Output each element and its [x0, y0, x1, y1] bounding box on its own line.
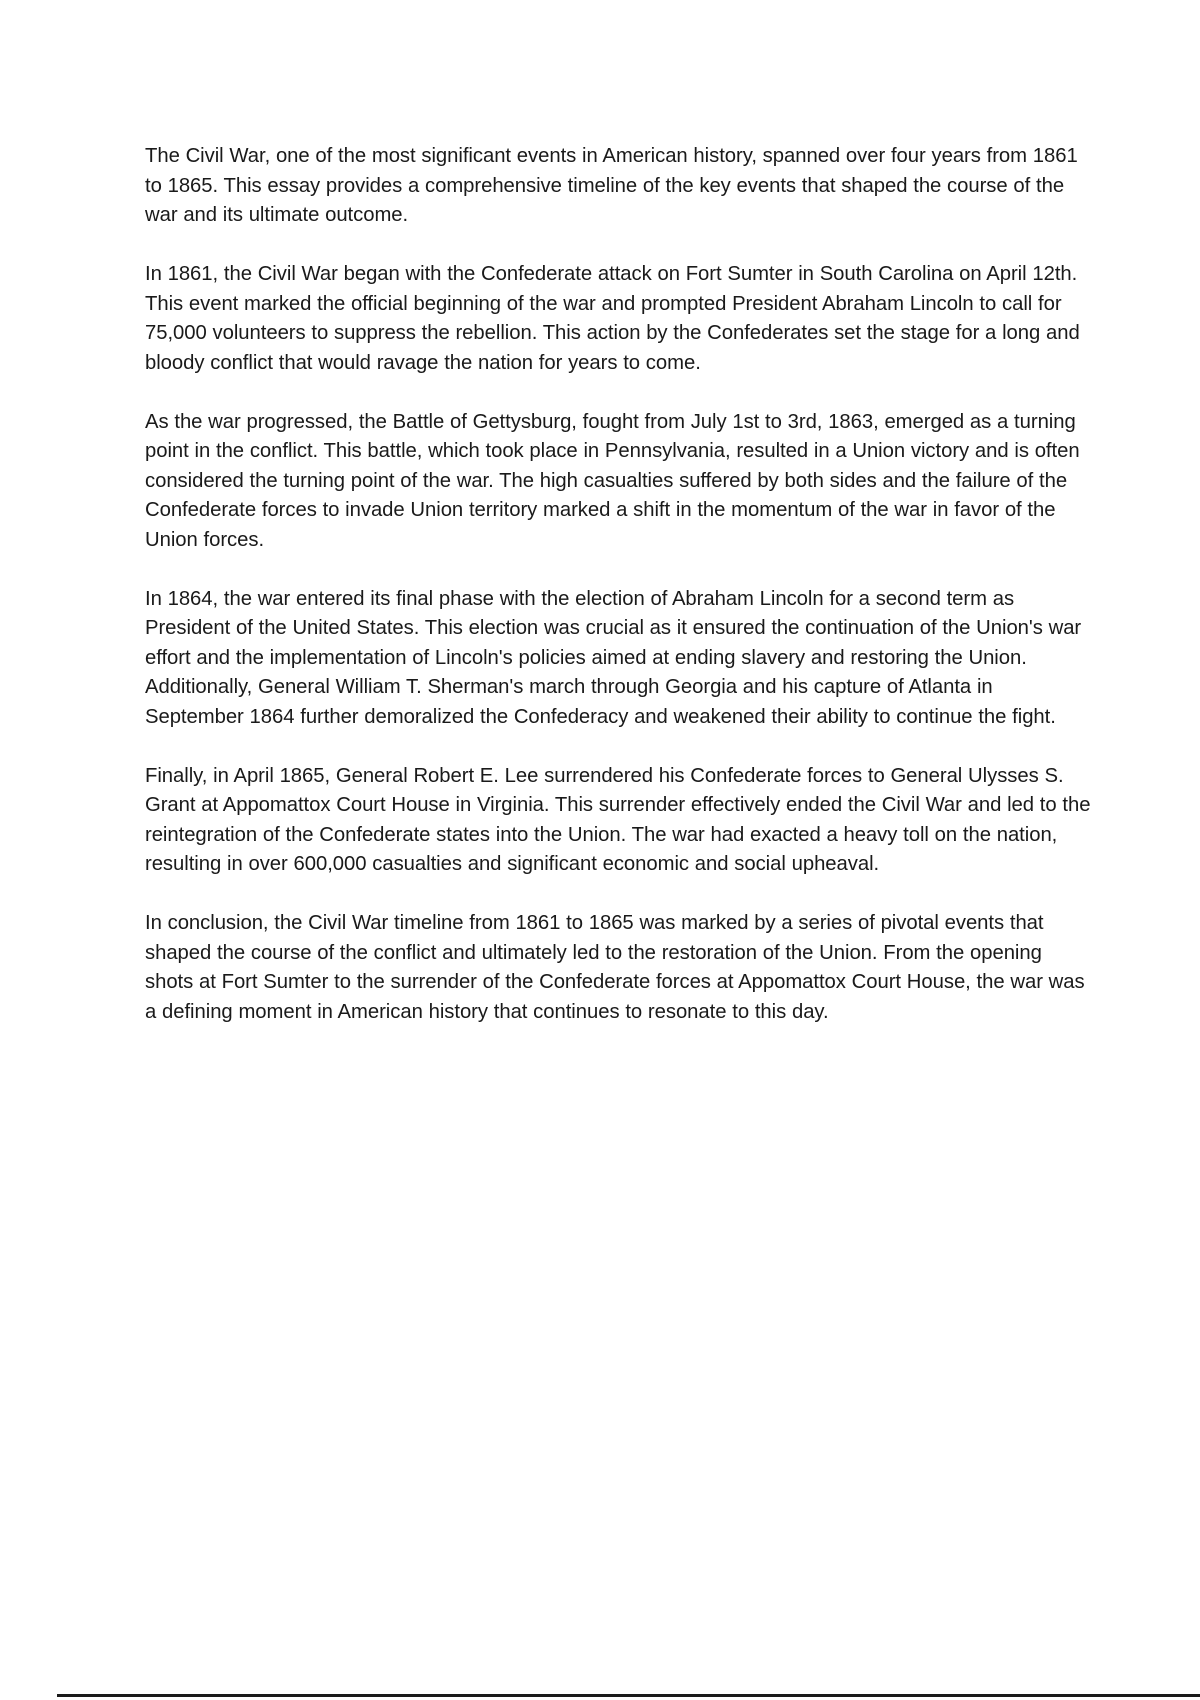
paragraph-1864: In 1864, the war entered its final phase with the election of Abraham Lincoln for a second term as President of the United States. This election was crucial as it ensured the continuation of the Union's war effort and the implementation of Lincoln's policies aimed at ending slavery and restoring the Union. Additionally, General William T. Sherman's march through Georgia and his capture of Atlanta in September 1864 further demoralized the Confederacy and weakened their ability to continue the fight. — [145, 587, 1082, 728]
paragraph-1861: In 1861, the Civil War began with the Confederate attack on Fort Sumter in South Carolina on April 12th. This event marked the official beginning of the war and prompted President Abraham Lincoln to call for 75,000 volunteers to suppress the rebellion. This action by the Confederates set the stage for a long and bloody conflict that would ravage the nation for years to come. — [145, 263, 1080, 374]
footer-divider — [57, 1694, 1200, 1697]
paragraph-1865-surrender: Finally, in April 1865, General Robert E. Lee surrendered his Confederate forces to General Ulysses S. Grant at Appomattox Court House in Virginia. This surrender effectively ended the Civil War and led to the reintegration of the Confederate states into the Union. The war had exacted a heavy toll on the nation, resulting in over 600,000 casualties and significant economic and social upheaval. — [145, 764, 1091, 875]
paragraph-gettysburg: As the war progressed, the Battle of Gettysburg, fought from July 1st to 3rd, 1863, emerged as a turning point in the conflict. This battle, which took place in Pennsylvania, resulted in a Union victory and is often considered the turning point of the war. The high casualties suffered by both sides and the failure of the Confederate forces to invade Union territory marked a shift in the momentum of the war in favor of the Union forces. — [145, 410, 1080, 551]
paragraph-conclusion: In conclusion, the Civil War timeline from 1861 to 1865 was marked by a series of pivotal events that shaped the course of the conflict and ultimately led to the restoration of the Union. From the opening shots at Fort Sumter to the surrender of the Confederate forces at Appomattox Court House, the war was a defining moment in American history that continues to resonate to this day. — [145, 912, 1085, 1023]
document-body — [145, 142, 1095, 1057]
paragraph-introduction: The Civil War, one of the most significant events in American history, spanned over four years from 1861 to 1865. This essay provides a comprehensive timeline of the key events that shaped the course of the war and its ultimate outcome. — [145, 145, 1078, 226]
